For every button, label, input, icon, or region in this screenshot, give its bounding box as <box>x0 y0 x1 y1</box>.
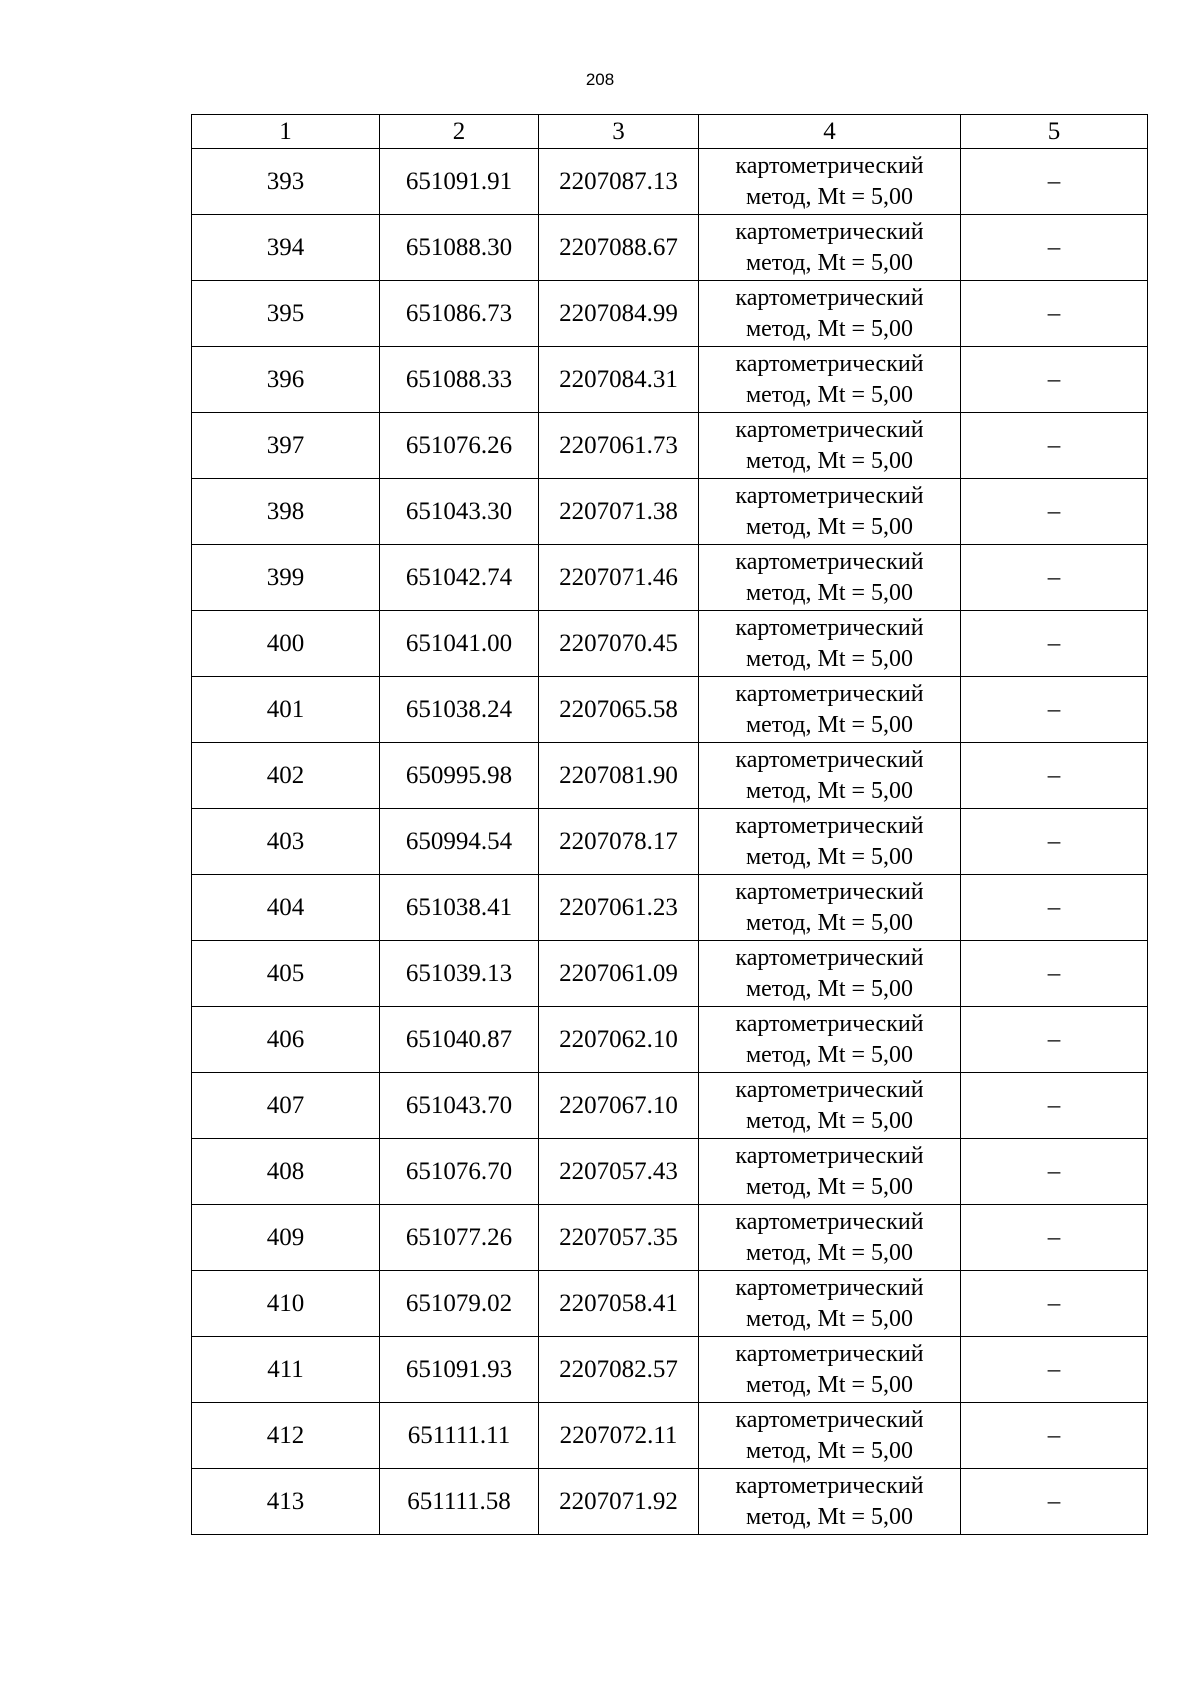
method-line-2: метод, Mt = 5,00 <box>745 1503 914 1530</box>
method-line-1: картометрический <box>735 614 924 641</box>
method-cell <box>699 1139 961 1205</box>
coordinate-x-cell: 651040.87 <box>380 1007 539 1073</box>
method-cell <box>699 1007 961 1073</box>
table-row <box>192 1403 1148 1469</box>
method-cell <box>699 743 961 809</box>
note-cell: – <box>961 347 1148 413</box>
method-cell <box>699 1337 961 1403</box>
note-cell: – <box>961 215 1148 281</box>
coordinate-x-cell: 651079.02 <box>380 1271 539 1337</box>
point-number-cell: 403 <box>192 809 380 875</box>
method-cell <box>699 1205 961 1271</box>
table-row <box>192 479 1148 545</box>
table-row <box>192 1007 1148 1073</box>
table-row <box>192 1337 1148 1403</box>
coordinate-x-cell: 651091.93 <box>380 1337 539 1403</box>
note-cell: – <box>961 1073 1148 1139</box>
method-cell <box>699 1073 961 1139</box>
table-row <box>192 281 1148 347</box>
method-line-1: картометрический <box>735 1142 924 1169</box>
method-cell <box>699 1403 961 1469</box>
note-cell: – <box>961 149 1148 215</box>
table-header-row <box>192 115 1148 149</box>
point-number-cell: 406 <box>192 1007 380 1073</box>
method-line-1: картометрический <box>735 482 924 509</box>
method-cell <box>699 875 961 941</box>
note-cell: – <box>961 1205 1148 1271</box>
point-number-cell: 394 <box>192 215 380 281</box>
coordinate-x-cell: 651077.26 <box>380 1205 539 1271</box>
method-line-2: метод, Mt = 5,00 <box>745 1107 914 1134</box>
point-number-cell: 397 <box>192 413 380 479</box>
method-cell <box>699 281 961 347</box>
method-line-2: метод, Mt = 5,00 <box>745 183 914 210</box>
note-cell: – <box>961 1007 1148 1073</box>
method-line-2: метод, Mt = 5,00 <box>745 1041 914 1068</box>
table-row <box>192 347 1148 413</box>
table-body <box>192 149 1148 1535</box>
table-row <box>192 1205 1148 1271</box>
table-row <box>192 809 1148 875</box>
point-number-cell: 401 <box>192 677 380 743</box>
coordinate-x-cell: 651038.24 <box>380 677 539 743</box>
coordinate-y-cell: 2207088.67 <box>539 215 699 281</box>
coordinate-y-cell: 2207071.38 <box>539 479 699 545</box>
table-row <box>192 215 1148 281</box>
point-number-cell: 408 <box>192 1139 380 1205</box>
method-line-1: картометрический <box>735 746 924 773</box>
note-cell: – <box>961 875 1148 941</box>
table-row <box>192 941 1148 1007</box>
method-cell <box>699 677 961 743</box>
coordinate-x-cell: 651086.73 <box>380 281 539 347</box>
method-line-2: метод, Mt = 5,00 <box>745 1239 914 1266</box>
point-number-cell: 405 <box>192 941 380 1007</box>
method-line-2: метод, Mt = 5,00 <box>745 579 914 606</box>
coordinate-x-cell: 651091.91 <box>380 149 539 215</box>
coordinate-x-cell: 651043.70 <box>380 1073 539 1139</box>
method-line-1: картометрический <box>735 812 924 839</box>
method-line-2: метод, Mt = 5,00 <box>745 777 914 804</box>
method-line-2: метод, Mt = 5,00 <box>745 645 914 672</box>
note-cell: – <box>961 1337 1148 1403</box>
method-line-2: метод, Mt = 5,00 <box>745 975 914 1002</box>
point-number-cell: 399 <box>192 545 380 611</box>
method-cell <box>699 149 961 215</box>
note-cell: – <box>961 677 1148 743</box>
method-line-1: картометрический <box>735 1010 924 1037</box>
method-line-1: картометрический <box>735 548 924 575</box>
coordinate-y-cell: 2207057.35 <box>539 1205 699 1271</box>
method-line-1: картометрический <box>735 350 924 377</box>
point-number-cell: 396 <box>192 347 380 413</box>
page-number: 208 <box>585 70 615 89</box>
method-line-2: метод, Mt = 5,00 <box>745 1173 914 1200</box>
coordinate-y-cell: 2207061.23 <box>539 875 699 941</box>
note-cell: – <box>961 809 1148 875</box>
method-line-1: картометрический <box>735 152 924 179</box>
table-row <box>192 413 1148 479</box>
note-cell: – <box>961 1271 1148 1337</box>
point-number-cell: 393 <box>192 149 380 215</box>
coordinate-x-cell: 651042.74 <box>380 545 539 611</box>
point-number-cell: 407 <box>192 1073 380 1139</box>
coordinate-y-cell: 2207082.57 <box>539 1337 699 1403</box>
coordinate-y-cell: 2207057.43 <box>539 1139 699 1205</box>
table-row <box>192 1469 1148 1535</box>
method-line-2: метод, Mt = 5,00 <box>745 381 914 408</box>
note-cell: – <box>961 1403 1148 1469</box>
coordinate-y-cell: 2207061.09 <box>539 941 699 1007</box>
method-line-2: метод, Mt = 5,00 <box>745 447 914 474</box>
coordinate-x-cell: 651076.70 <box>380 1139 539 1205</box>
coordinate-y-cell: 2207070.45 <box>539 611 699 677</box>
coordinate-y-cell: 2207087.13 <box>539 149 699 215</box>
coordinate-y-cell: 2207078.17 <box>539 809 699 875</box>
method-cell <box>699 941 961 1007</box>
point-number-cell: 400 <box>192 611 380 677</box>
method-cell <box>699 347 961 413</box>
column-header-1: 1 <box>192 115 380 149</box>
note-cell: – <box>961 281 1148 347</box>
coordinate-x-cell: 651111.58 <box>380 1469 539 1535</box>
column-header-3: 3 <box>539 115 699 149</box>
coordinate-y-cell: 2207084.99 <box>539 281 699 347</box>
note-cell: – <box>961 479 1148 545</box>
column-header-4: 4 <box>699 115 961 149</box>
method-line-1: картометрический <box>735 878 924 905</box>
method-line-1: картометрический <box>735 680 924 707</box>
coordinate-y-cell: 2207071.92 <box>539 1469 699 1535</box>
coordinate-x-cell: 651039.13 <box>380 941 539 1007</box>
point-number-cell: 402 <box>192 743 380 809</box>
note-cell: – <box>961 413 1148 479</box>
column-header-5: 5 <box>961 115 1148 149</box>
method-line-1: картометрический <box>735 1208 924 1235</box>
method-cell <box>699 611 961 677</box>
coordinate-x-cell: 651076.26 <box>380 413 539 479</box>
method-line-2: метод, Mt = 5,00 <box>745 843 914 870</box>
method-line-1: картометрический <box>735 416 924 443</box>
point-number-cell: 395 <box>192 281 380 347</box>
table-row <box>192 743 1148 809</box>
method-line-2: метод, Mt = 5,00 <box>745 1305 914 1332</box>
method-line-2: метод, Mt = 5,00 <box>745 1371 914 1398</box>
method-cell <box>699 1271 961 1337</box>
method-cell <box>699 809 961 875</box>
point-number-cell: 409 <box>192 1205 380 1271</box>
column-header-2: 2 <box>380 115 539 149</box>
method-line-2: метод, Mt = 5,00 <box>745 909 914 936</box>
table-row <box>192 1073 1148 1139</box>
method-line-1: картометрический <box>735 284 924 311</box>
point-number-cell: 410 <box>192 1271 380 1337</box>
method-cell <box>699 545 961 611</box>
method-line-2: метод, Mt = 5,00 <box>745 249 914 276</box>
method-line-1: картометрический <box>735 1406 924 1433</box>
note-cell: – <box>961 1139 1148 1205</box>
method-line-1: картометрический <box>735 1472 924 1499</box>
note-cell: – <box>961 611 1148 677</box>
coordinate-x-cell: 651043.30 <box>380 479 539 545</box>
coordinate-x-cell: 651111.11 <box>380 1403 539 1469</box>
table-row <box>192 875 1148 941</box>
coordinate-y-cell: 2207072.11 <box>539 1403 699 1469</box>
coordinates-table <box>191 114 1148 1535</box>
point-number-cell: 412 <box>192 1403 380 1469</box>
method-line-2: метод, Mt = 5,00 <box>745 315 914 342</box>
coordinate-y-cell: 2207062.10 <box>539 1007 699 1073</box>
method-line-1: картометрический <box>735 1076 924 1103</box>
coordinate-y-cell: 2207058.41 <box>539 1271 699 1337</box>
method-line-1: картометрический <box>735 1274 924 1301</box>
point-number-cell: 413 <box>192 1469 380 1535</box>
note-cell: – <box>961 743 1148 809</box>
note-cell: – <box>961 941 1148 1007</box>
point-number-cell: 411 <box>192 1337 380 1403</box>
note-cell: – <box>961 545 1148 611</box>
table-row <box>192 545 1148 611</box>
table-row <box>192 149 1148 215</box>
coordinate-x-cell: 651041.00 <box>380 611 539 677</box>
method-cell <box>699 479 961 545</box>
method-line-2: метод, Mt = 5,00 <box>745 513 914 540</box>
coordinate-y-cell: 2207081.90 <box>539 743 699 809</box>
method-line-2: метод, Mt = 5,00 <box>745 1437 914 1464</box>
coordinate-y-cell: 2207084.31 <box>539 347 699 413</box>
table-row <box>192 611 1148 677</box>
method-cell <box>699 1469 961 1535</box>
method-line-2: метод, Mt = 5,00 <box>745 711 914 738</box>
coordinate-x-cell: 651088.30 <box>380 215 539 281</box>
method-line-1: картометрический <box>735 1340 924 1367</box>
coordinate-y-cell: 2207071.46 <box>539 545 699 611</box>
coordinate-y-cell: 2207065.58 <box>539 677 699 743</box>
table-row <box>192 1139 1148 1205</box>
coordinate-x-cell: 650994.54 <box>380 809 539 875</box>
coordinate-x-cell: 651038.41 <box>380 875 539 941</box>
table-row <box>192 1271 1148 1337</box>
point-number-cell: 398 <box>192 479 380 545</box>
method-line-1: картометрический <box>735 218 924 245</box>
coordinate-y-cell: 2207067.10 <box>539 1073 699 1139</box>
method-cell <box>699 215 961 281</box>
note-cell: – <box>961 1469 1148 1535</box>
point-number-cell: 404 <box>192 875 380 941</box>
coordinate-y-cell: 2207061.73 <box>539 413 699 479</box>
method-line-1: картометрический <box>735 944 924 971</box>
table-row <box>192 677 1148 743</box>
method-cell <box>699 413 961 479</box>
coordinate-x-cell: 651088.33 <box>380 347 539 413</box>
coordinate-x-cell: 650995.98 <box>380 743 539 809</box>
